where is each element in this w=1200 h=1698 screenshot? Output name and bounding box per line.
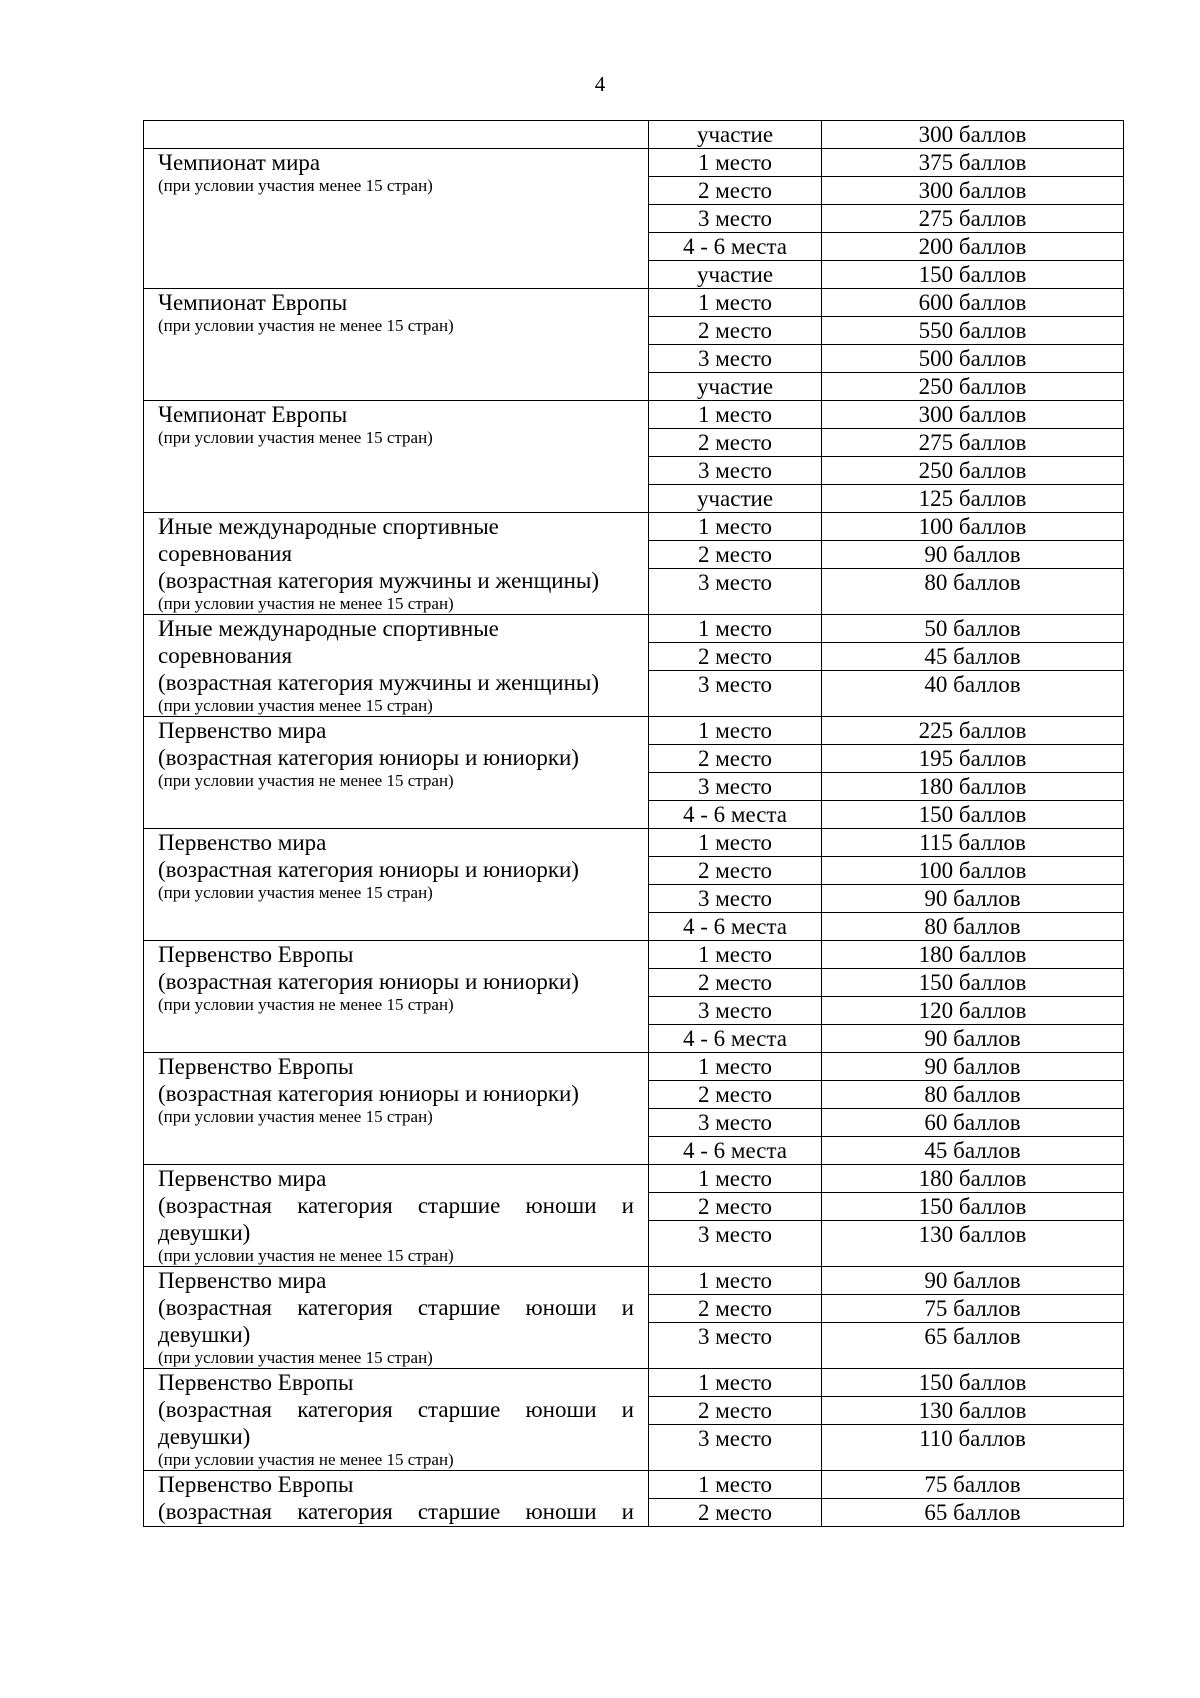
table-row (144, 1053, 1124, 1081)
place-cell: 3 место (649, 345, 822, 373)
points-cell: 40 баллов (822, 671, 1124, 717)
participation-condition: (при условии участия менее 15 стран) (158, 696, 433, 715)
points-cell: 195 баллов (822, 745, 1124, 773)
participation-condition: (при условии участия менее 15 стран) (158, 176, 433, 195)
place-cell: 2 место (649, 429, 822, 457)
points-cell: 130 баллов (822, 1221, 1124, 1267)
competition-title: Чемпионат Европы (158, 290, 348, 315)
points-cell: 250 баллов (822, 373, 1124, 401)
points-cell: 250 баллов (822, 457, 1124, 485)
competition-category: (возрастная категория старшие юноши и (158, 1499, 634, 1524)
competition-category: (возрастная категория мужчины и женщины) (158, 670, 600, 695)
points-cell: 100 баллов (822, 857, 1124, 885)
table-row (144, 149, 1124, 177)
points-cell: 90 баллов (822, 1025, 1124, 1053)
competition-category: (возрастная категория юниоры и юниорки) (158, 857, 579, 882)
place-cell: 1 место (649, 401, 822, 429)
points-cell: 65 баллов (822, 1323, 1124, 1369)
points-cell: 275 баллов (822, 429, 1124, 457)
place-cell: 1 место (649, 149, 822, 177)
competition-category: девушки) (158, 1322, 251, 1347)
points-cell: 600 баллов (822, 289, 1124, 317)
points-cell: 125 баллов (822, 485, 1124, 513)
place-cell: 3 место (649, 1425, 822, 1471)
place-cell: 2 место (649, 745, 822, 773)
points-cell: 180 баллов (822, 773, 1124, 801)
table-row (144, 717, 1124, 745)
place-cell: участие (649, 121, 822, 149)
competition-title: Первенство Европы (158, 1370, 354, 1395)
place-cell: 1 место (649, 1471, 822, 1499)
points-cell: 200 баллов (822, 233, 1124, 261)
points-cell: 100 баллов (822, 513, 1124, 541)
competition-cell (144, 1471, 649, 1527)
points-cell: 50 баллов (822, 615, 1124, 643)
points-cell: 150 баллов (822, 801, 1124, 829)
competition-category: (возрастная категория старшие юноши и (158, 1193, 634, 1218)
competition-cell (144, 1369, 649, 1471)
place-cell: участие (649, 373, 822, 401)
place-cell: 2 место (649, 541, 822, 569)
competition-title: Первенство мира (158, 718, 327, 743)
competition-cell (144, 941, 649, 1053)
participation-condition: (при условии участия менее 15 стран) (158, 883, 433, 902)
table-row (144, 1369, 1124, 1397)
place-cell: 3 место (649, 205, 822, 233)
competition-title: Первенство мира (158, 1166, 327, 1191)
competition-title: Иные международные спортивные (158, 616, 499, 641)
competition-title: Первенство Европы (158, 1472, 354, 1497)
participation-condition: (при условии участия не менее 15 стран) (158, 771, 454, 790)
points-cell: 130 баллов (822, 1397, 1124, 1425)
place-cell: 3 место (649, 997, 822, 1025)
competition-category: (возрастная категория юниоры и юниорки) (158, 969, 579, 994)
place-cell: 2 место (649, 1081, 822, 1109)
points-cell: 180 баллов (822, 1165, 1124, 1193)
competition-title: Первенство мира (158, 830, 327, 855)
points-cell: 90 баллов (822, 885, 1124, 913)
place-cell: участие (649, 261, 822, 289)
points-cell: 150 баллов (822, 1369, 1124, 1397)
points-cell: 80 баллов (822, 1081, 1124, 1109)
competition-cell (144, 829, 649, 941)
place-cell: 3 место (649, 671, 822, 717)
place-cell: 1 место (649, 829, 822, 857)
participation-condition: (при условии участия не менее 15 стран) (158, 995, 454, 1014)
points-cell: 150 баллов (822, 1193, 1124, 1221)
competition-category: соревнования (158, 541, 293, 566)
place-cell: 2 место (649, 177, 822, 205)
competition-title: Иные международные спортивные (158, 514, 499, 539)
competition-title: Чемпионат Европы (158, 402, 348, 427)
table-row (144, 513, 1124, 541)
competition-cell (144, 1165, 649, 1267)
points-cell: 45 баллов (822, 643, 1124, 671)
points-cell: 300 баллов (822, 121, 1124, 149)
participation-condition: (при условии участия не менее 15 стран) (158, 316, 454, 335)
points-cell: 300 баллов (822, 401, 1124, 429)
competition-cell (144, 1053, 649, 1165)
place-cell: 4 - 6 места (649, 801, 822, 829)
participation-condition: (при условии участия не менее 15 стран) (158, 1450, 454, 1469)
points-cell: 80 баллов (822, 569, 1124, 615)
competition-category: (возрастная категория старшие юноши и (158, 1295, 634, 1320)
scores-table (143, 120, 1124, 1527)
points-cell: 500 баллов (822, 345, 1124, 373)
points-cell: 150 баллов (822, 261, 1124, 289)
points-cell: 60 баллов (822, 1109, 1124, 1137)
place-cell: 2 место (649, 643, 822, 671)
place-cell: 2 место (649, 969, 822, 997)
place-cell: 4 - 6 места (649, 913, 822, 941)
points-cell: 75 баллов (822, 1295, 1124, 1323)
place-cell: 4 - 6 места (649, 233, 822, 261)
place-cell: 3 место (649, 773, 822, 801)
place-cell: 3 место (649, 1109, 822, 1137)
points-cell: 115 баллов (822, 829, 1124, 857)
competition-cell (144, 289, 649, 401)
competition-category: девушки) (158, 1220, 251, 1245)
competition-category: (возрастная категория мужчины и женщины) (158, 568, 600, 593)
place-cell: 1 место (649, 1369, 822, 1397)
table-row (144, 829, 1124, 857)
competition-category: (возрастная категория юниоры и юниорки) (158, 745, 579, 770)
competition-category: (возрастная категория юниоры и юниорки) (158, 1081, 579, 1106)
place-cell: участие (649, 485, 822, 513)
place-cell: 1 место (649, 941, 822, 969)
points-cell: 90 баллов (822, 541, 1124, 569)
competition-cell (144, 717, 649, 829)
competition-title: Первенство Европы (158, 1054, 354, 1079)
points-cell: 80 баллов (822, 913, 1124, 941)
place-cell: 2 место (649, 1397, 822, 1425)
table-row (144, 1165, 1124, 1193)
page-number: 4 (594, 72, 606, 96)
place-cell: 1 место (649, 615, 822, 643)
place-cell: 3 место (649, 569, 822, 615)
points-cell: 110 баллов (822, 1425, 1124, 1471)
place-cell: 1 место (649, 1165, 822, 1193)
place-cell: 4 - 6 места (649, 1137, 822, 1165)
table-row (144, 289, 1124, 317)
points-cell: 45 баллов (822, 1137, 1124, 1165)
competition-title: Первенство мира (158, 1268, 327, 1293)
participation-condition: (при условии участия менее 15 стран) (158, 428, 433, 447)
place-cell: 3 место (649, 1323, 822, 1369)
competition-category: соревнования (158, 643, 293, 668)
place-cell: 1 место (649, 1053, 822, 1081)
table-row (144, 121, 1124, 149)
participation-condition: (при условии участия менее 15 стран) (158, 1107, 433, 1126)
competition-cell (144, 401, 649, 513)
scores-table-body (144, 121, 1124, 1527)
points-cell: 120 баллов (822, 997, 1124, 1025)
competition-cell (144, 615, 649, 717)
participation-condition: (при условии участия менее 15 стран) (158, 1348, 433, 1367)
points-cell: 150 баллов (822, 969, 1124, 997)
competition-cell (144, 149, 649, 289)
place-cell: 1 место (649, 513, 822, 541)
table-row (144, 941, 1124, 969)
place-cell: 3 место (649, 885, 822, 913)
table-row (144, 1267, 1124, 1295)
points-cell: 550 баллов (822, 317, 1124, 345)
competition-category: (возрастная категория старшие юноши и (158, 1397, 634, 1422)
competition-category: девушки) (158, 1424, 251, 1449)
place-cell: 2 место (649, 857, 822, 885)
table-row (144, 615, 1124, 643)
table-row (144, 1471, 1124, 1499)
competition-cell (144, 1267, 649, 1369)
place-cell: 2 место (649, 1193, 822, 1221)
place-cell: 1 место (649, 1267, 822, 1295)
place-cell: 2 место (649, 1295, 822, 1323)
points-cell: 90 баллов (822, 1053, 1124, 1081)
table-row (144, 401, 1124, 429)
place-cell: 3 место (649, 1221, 822, 1267)
competition-cell (144, 513, 649, 615)
place-cell: 2 место (649, 1499, 822, 1527)
participation-condition: (при условии участия не менее 15 стран) (158, 594, 454, 613)
place-cell: 2 место (649, 317, 822, 345)
points-cell: 225 баллов (822, 717, 1124, 745)
points-cell: 75 баллов (822, 1471, 1124, 1499)
competition-cell (144, 121, 649, 149)
participation-condition: (при условии участия не менее 15 стран) (158, 1246, 454, 1265)
competition-title: Чемпионат мира (158, 150, 321, 175)
points-cell: 375 баллов (822, 149, 1124, 177)
points-cell: 180 баллов (822, 941, 1124, 969)
points-cell: 275 баллов (822, 205, 1124, 233)
competition-title: Первенство Европы (158, 942, 354, 967)
place-cell: 3 место (649, 457, 822, 485)
place-cell: 4 - 6 места (649, 1025, 822, 1053)
points-cell: 300 баллов (822, 177, 1124, 205)
points-cell: 65 баллов (822, 1499, 1124, 1527)
points-cell: 90 баллов (822, 1267, 1124, 1295)
place-cell: 1 место (649, 289, 822, 317)
place-cell: 1 место (649, 717, 822, 745)
